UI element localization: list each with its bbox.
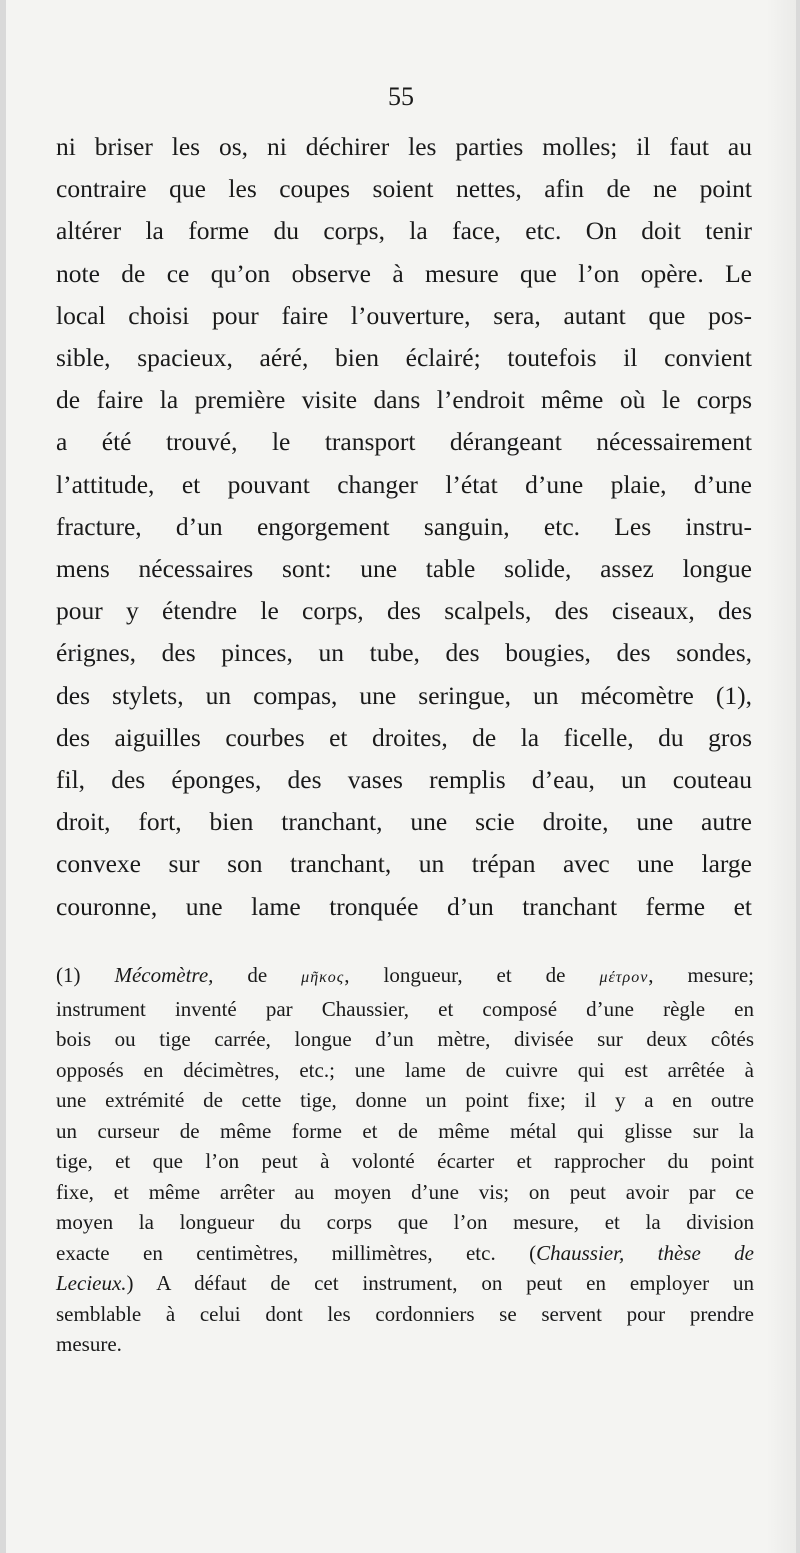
footnote-line	[56, 960, 754, 994]
footnote-text: de	[247, 963, 268, 987]
footnote	[56, 960, 754, 1360]
citation-text: Chaussier, thèse de	[536, 1240, 755, 1265]
footnote-text: , mesure;	[648, 963, 754, 987]
book-page	[6, 0, 796, 1553]
footnote-text: , longueur, et de	[344, 963, 566, 987]
greek-word: μῆκος	[301, 969, 345, 986]
footnote-line: opposés en décimètres, etc.; une lame de cuivre qui est arrêtée à	[56, 1057, 754, 1082]
footnote-line: mesure.	[56, 1332, 122, 1356]
footnote-line	[56, 1238, 754, 1269]
body-line: contraire que les coupes soient nettes, afin de ne point	[56, 174, 752, 204]
citation-text: Lecieux.	[56, 1271, 127, 1295]
footnote-line: instrument inventé par Chaussier, et composé d’une règle en	[56, 996, 754, 1021]
footnote-line: une extrémité de cette tige, donne un point fixe; il y a en outre	[56, 1088, 754, 1112]
body-line: pour y étendre le corps, des scalpels, des ciseaux, des	[56, 596, 752, 626]
footnote-text: ) A défaut de cet instrument, on peut en employer un	[126, 1271, 754, 1295]
body-text	[56, 126, 752, 928]
body-line: ni briser les os, ni déchirer les parties molles; il faut au	[56, 132, 752, 161]
body-line: note de ce qu’on observe à mesure que l’on opère. Le	[56, 258, 752, 288]
footnote-term: Mécomètre,	[114, 963, 214, 987]
body-line: couronne, une lame tronquée d’un tranchant ferme et	[56, 891, 752, 921]
footnote-line: semblable à celui dont les cordonniers se servent pour prendre	[56, 1301, 754, 1326]
body-line: des stylets, un compas, une seringue, un mécomètre (1),	[56, 680, 752, 710]
footnote-line	[56, 1268, 754, 1299]
body-line: érignes, des pinces, un tube, des bougies, des sondes,	[56, 638, 752, 668]
body-line: a été trouvé, le transport dérangeant nécessairement	[56, 427, 752, 457]
footnote-line: bois ou tige carrée, longue d’un mètre, divisée sur deux côtés	[56, 1027, 754, 1051]
body-line: l’attitude, et pouvant changer l’état d’une plaie, d’une	[56, 469, 752, 499]
footnote-line: tige, et que l’on peut à volonté écarter et rapprocher du point	[56, 1149, 754, 1173]
page-edge-shadow	[766, 0, 796, 1553]
body-line: fracture, d’un engorgement sanguin, etc. Les instru-	[56, 511, 752, 541]
footnote-line: fixe, et même arrêter au moyen d’une vis; on peut avoir par ce	[56, 1179, 754, 1204]
footnote-line: un curseur de même forme et de même métal qui glisse sur la	[56, 1118, 754, 1143]
footnote-text: exacte en centimètres, millimètres, etc. (	[56, 1240, 537, 1265]
body-line: local choisi pour faire l’ouverture, sera, autant que pos-	[56, 300, 752, 330]
body-line: mens nécessaires sont: une table solide, assez longue	[56, 554, 752, 584]
body-line: droit, fort, bien tranchant, une scie droite, une autre	[56, 807, 752, 837]
body-line: sible, spacieux, aéré, bien éclairé; toutefois il convient	[56, 343, 752, 373]
body-line: fil, des éponges, des vases remplis d’eau, un couteau	[56, 765, 752, 795]
body-line: altérer la forme du corps, la face, etc. On doit tenir	[56, 216, 752, 246]
page-number: 55	[388, 82, 414, 111]
body-line: des aiguilles courbes et droites, de la ficelle, du gros	[56, 722, 752, 752]
body-line: convexe sur son tranchant, un trépan avec une large	[56, 849, 752, 879]
greek-word: μέτρον	[599, 969, 649, 986]
body-line: de faire la première visite dans l’endroit même où le corps	[56, 385, 752, 415]
footnote-marker: (1)	[56, 963, 81, 987]
footnote-line: moyen la longueur du corps que l’on mesure, et la division	[56, 1210, 754, 1234]
